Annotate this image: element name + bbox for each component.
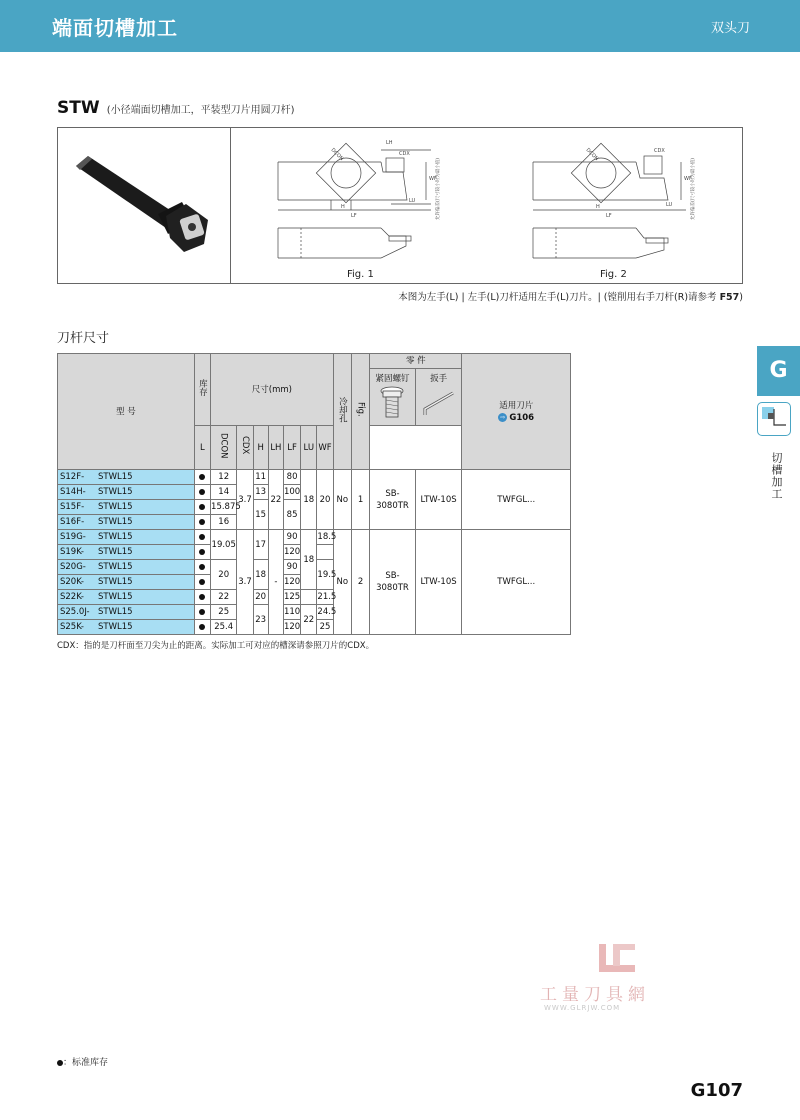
table-row: S20K- STWL15 120 [58, 575, 571, 590]
fig1-drawing [231, 128, 486, 283]
grooving-icon [757, 402, 791, 436]
h-fig: Fig. [351, 354, 369, 470]
table-row: S12F- STWL15 12 3.7 11 22 80 18 20 No 1 SB-3080TR LTW-10S TWFGL... [58, 470, 571, 485]
stock-dot [199, 624, 205, 630]
table-row: S16F- STWL15 16 [58, 515, 571, 530]
dim-cdx: CDX [399, 151, 410, 157]
h-screw: 紧固螺钉 [370, 369, 416, 426]
figure-note-end: ) [739, 292, 743, 303]
stock-dot [199, 504, 205, 510]
h-wrench: 扳手 [415, 369, 462, 426]
fig2-vertical-note: 允许偏差(尺寸较小时为最小值) [691, 157, 696, 220]
watermark-name: 工量刀具網 [540, 985, 650, 1005]
h-model: 型 号 [58, 354, 195, 470]
stock-legend: ：标准库存 [57, 1055, 108, 1068]
stock-dot [199, 549, 205, 555]
ref-icon: ⇨ [500, 413, 506, 421]
table-row: S19K- STWL15 120 [58, 545, 571, 560]
section-tab-g[interactable]: G [757, 346, 800, 396]
h-dcon: DCON [211, 426, 237, 470]
figure-note [398, 289, 743, 303]
dim-lf: LF [351, 213, 357, 219]
table-row: S22K- STWL15 22 20 125 21.5 [58, 590, 571, 605]
stock-dot [199, 519, 205, 525]
h-dims: 尺寸(mm) [211, 354, 334, 426]
figure-note-ref[interactable]: F57 [719, 292, 740, 303]
fig2-dim-cdx: CDX [654, 148, 665, 154]
cdx-note: CDX：指的是刀杆面至刀尖为止的距离。实际加工可对应的槽深请参照刀片的CDX。 [57, 641, 375, 651]
table-row: S15F- STWL15 15.875 15 85 [58, 500, 571, 515]
header-bar [0, 0, 800, 52]
watermark [540, 940, 700, 1020]
h-parts: 零 件 [370, 354, 462, 369]
fig1-vertical-note: 允许偏差(尺寸较小时为最小值) [436, 157, 441, 220]
fig1-label: Fig. 1 [347, 269, 374, 280]
fig2-dim-dcon: DCON [584, 147, 600, 163]
fig2-drawing [486, 128, 742, 283]
figure-note-text: 本图为左手(L) | 左手(L)刀杆适用左手(L)刀片。| (镗削用右手刀杆(R)请参考 [398, 292, 720, 303]
screw-icon [377, 385, 407, 421]
section-title: 刀杆尺寸 [57, 331, 110, 346]
side-label: 切槽加工 [770, 452, 783, 500]
h-stock: 库存 [194, 354, 210, 426]
stock-dot [199, 489, 205, 495]
page-title: 端面切槽加工 [52, 16, 178, 40]
fig2-dim-lu: LU [666, 202, 673, 208]
h-cdx: CDX [237, 426, 253, 470]
dim-lh: LH [386, 140, 393, 146]
h-coolant: 冷却孔 [333, 354, 351, 470]
spec-table [57, 353, 571, 635]
dim-dcon: DCON [329, 147, 345, 163]
h-lf: LF [283, 426, 300, 470]
table-row: S20G- STWL15 20 18 90 19.5 [58, 560, 571, 575]
stock-dot [199, 474, 205, 480]
fig2-dim-wf: WF [684, 176, 692, 182]
stock-dot [199, 579, 205, 585]
category-label: 双头刀 [710, 21, 750, 36]
stock-dot [199, 534, 205, 540]
table-row: S14H- STWL15 14 13 100 [58, 485, 571, 500]
h-h: H [253, 426, 268, 470]
h-lu: LU [301, 426, 317, 470]
figure-box [57, 127, 743, 284]
dim-wf: WF [429, 176, 437, 182]
watermark-logo-icon [595, 940, 639, 976]
h-wf: WF [317, 426, 333, 470]
h-L: L [194, 426, 210, 470]
stock-dot [199, 564, 205, 570]
h-lh: LH [268, 426, 283, 470]
wrench-icon [419, 385, 459, 421]
series-code: STW [57, 98, 100, 118]
fig2-label: Fig. 2 [600, 269, 627, 280]
stock-dot [199, 594, 205, 600]
dim-lu: LU [409, 198, 416, 204]
stock-dot [199, 609, 205, 615]
insert-ref-link[interactable]: G106 [509, 412, 535, 423]
h-insert: 适用刀片 ⇨ G106 [462, 354, 571, 470]
page-number: G107 [690, 1080, 743, 1101]
fig2-dim-lf: LF [606, 213, 612, 219]
series-heading [57, 98, 295, 118]
fig2-dim-h: H [596, 204, 600, 210]
table-row: S19G- STWL15 19.05 3.7 17 - 90 18 18.5 No 2 SB-3080TR LTW-10S TWFGL... [58, 530, 571, 545]
series-description: (小径端面切槽加工，平装型刀片用圆刀杆) [106, 105, 295, 116]
tool-holder-photo [58, 128, 230, 283]
table-row: S25K- STWL15 25.4 120 25 [58, 620, 571, 635]
dim-h: H [341, 204, 345, 210]
watermark-url: WWW.GLRJW.COM [544, 1004, 621, 1012]
table-row: S25.0J- STWL15 25 23 110 22 24.5 [58, 605, 571, 620]
